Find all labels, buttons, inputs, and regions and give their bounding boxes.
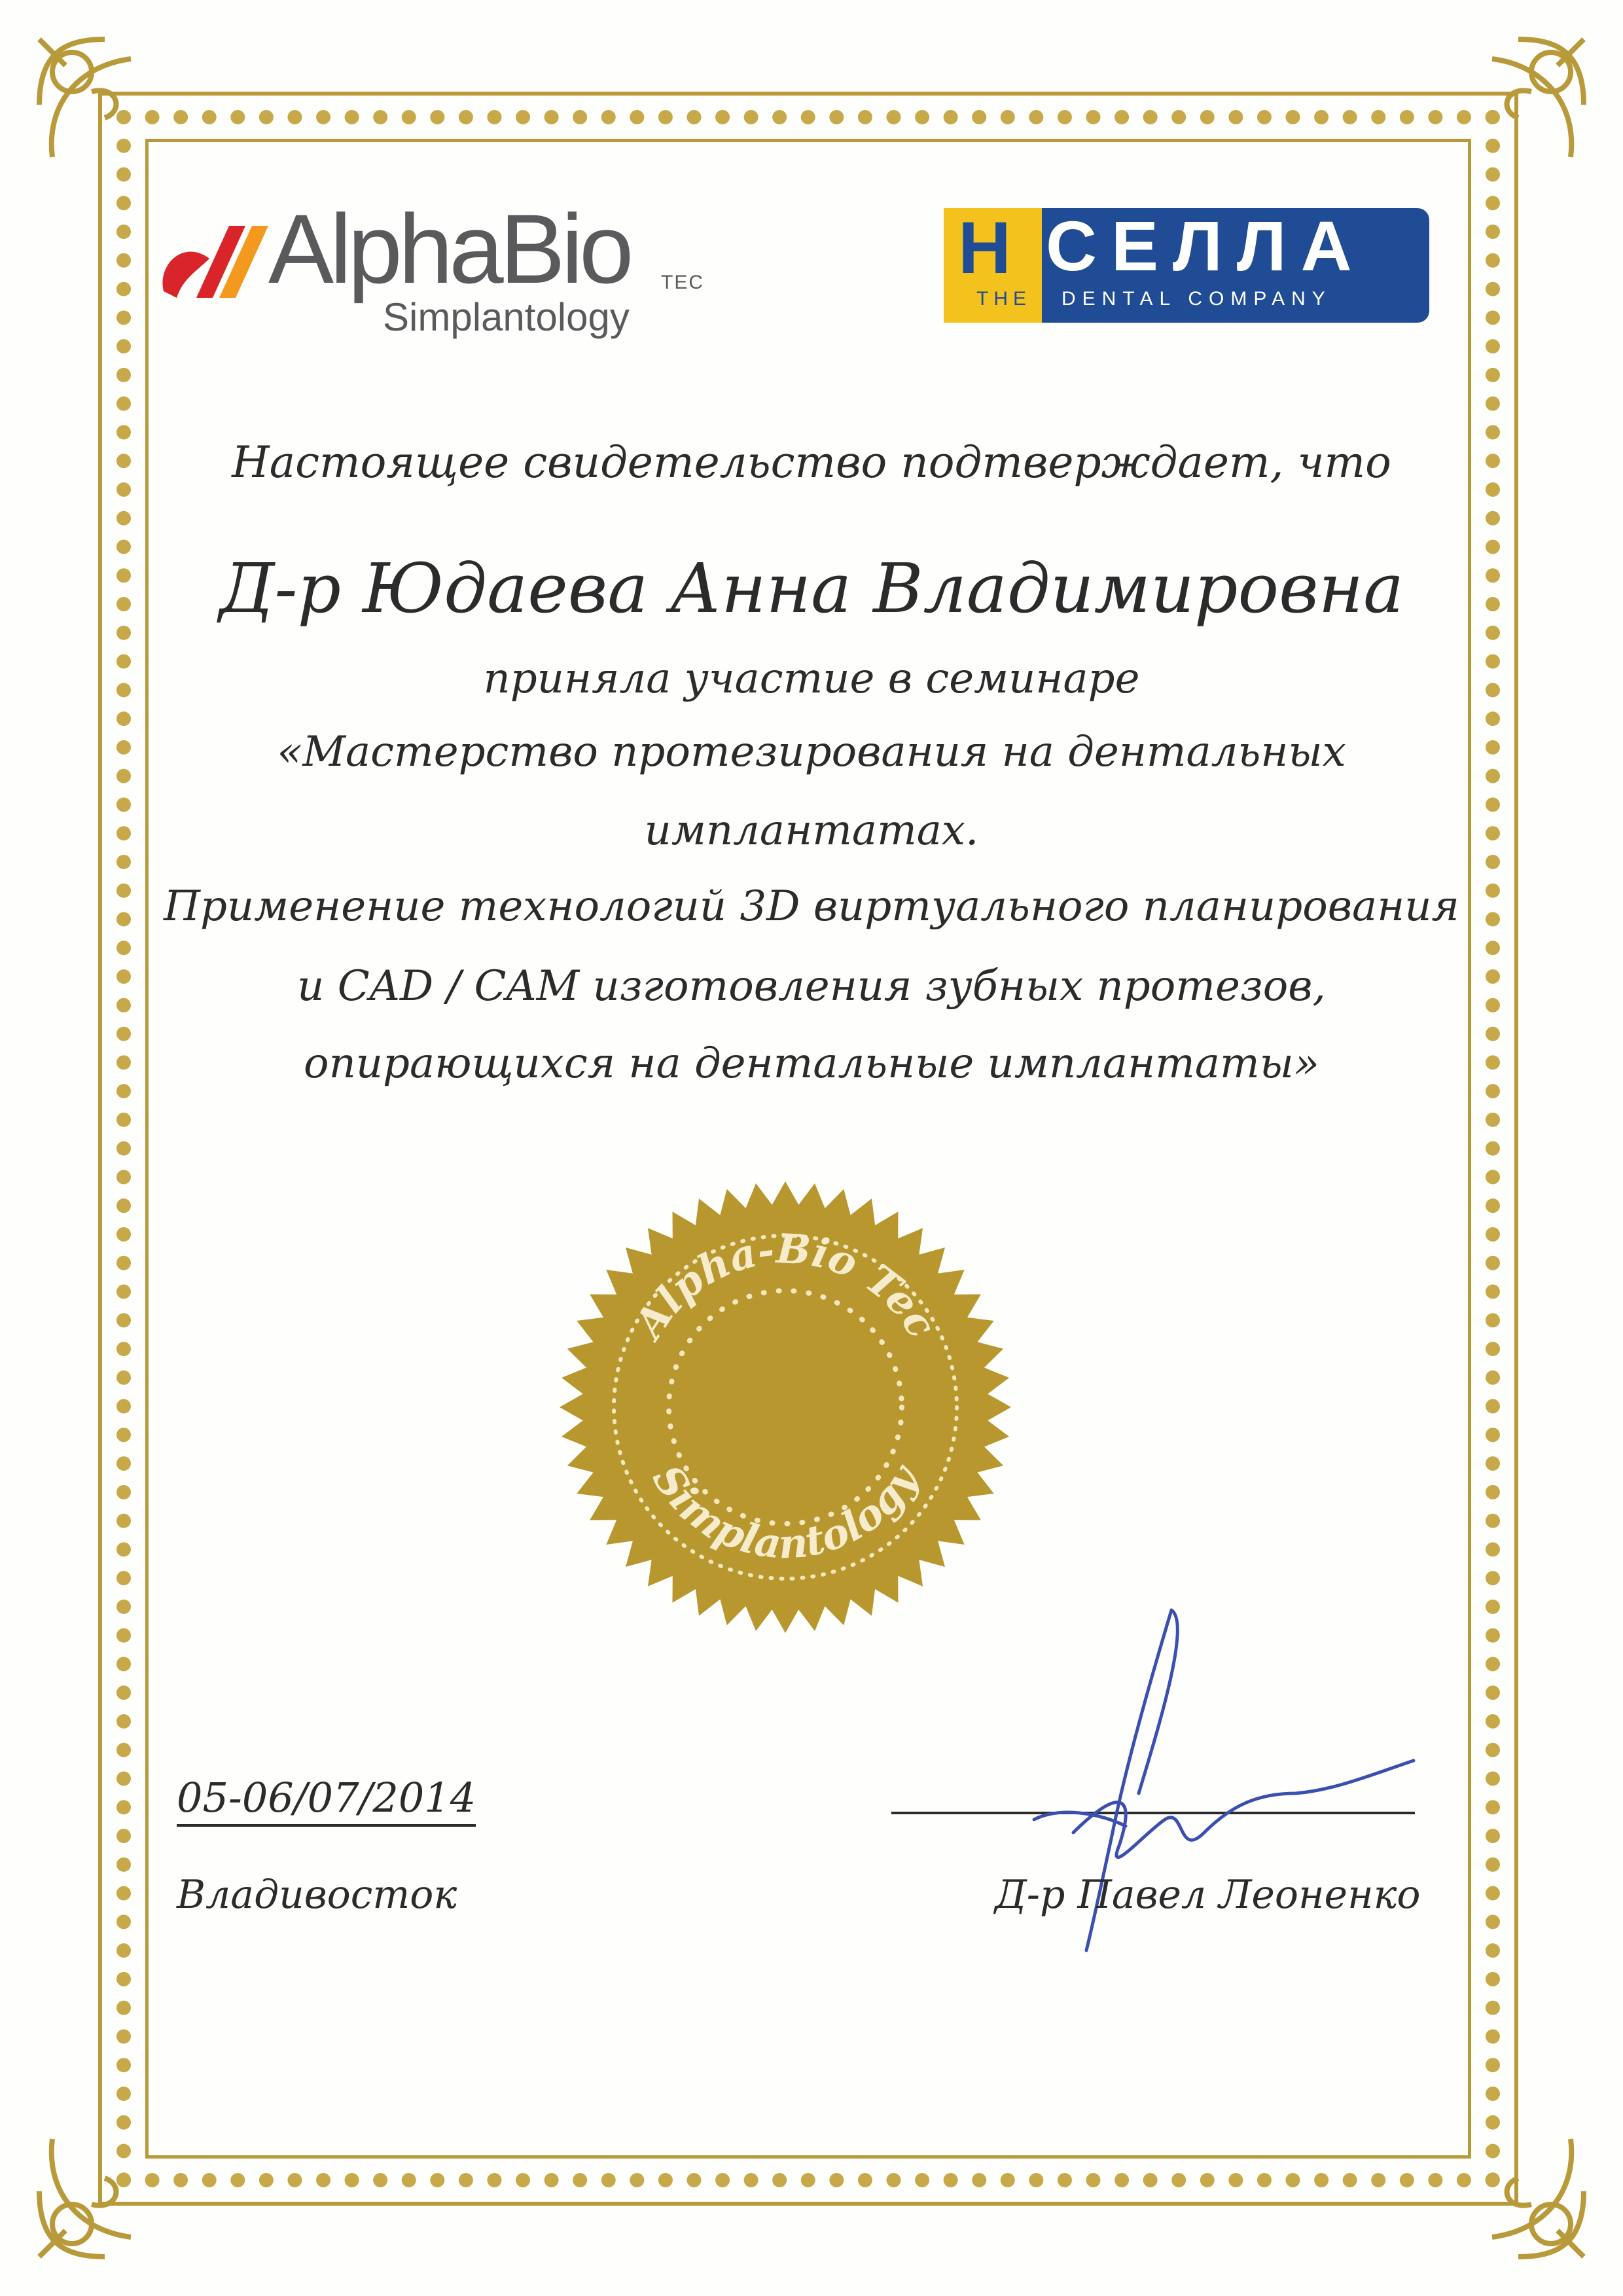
alphabio-logo: [157, 194, 704, 350]
corner-ornament-icon: [1446, 26, 1597, 177]
seminar-title-line: и CAD / CAM изготовления зубных протезов,: [297, 962, 1326, 1011]
alphabio-wordmark: AlphaBio: [268, 194, 630, 304]
seminar-title-line: опирающихся на дентальные имплантаты»: [304, 1039, 1319, 1088]
corner-ornament-icon: [26, 2119, 177, 2270]
cella-mark: H: [958, 207, 1011, 289]
certificate-intro: Настоящее свидетельство подтверждает, что: [232, 437, 1391, 488]
event-date: 05-06/07/2014: [177, 1774, 476, 1827]
corner-ornament-icon: [1446, 2119, 1597, 2270]
seminar-title-line: Применение технологий 3D виртуального планирования: [164, 882, 1459, 931]
recipient-name: Д-р Юдаева Анна Владимировна: [219, 548, 1404, 628]
cella-logo: [944, 208, 1429, 323]
cella-wordmark: СЕЛЛА: [1046, 206, 1366, 285]
seal-top-text: Alpha-Bio Tec: [625, 1225, 946, 1346]
cella-subtitle: DENTAL COMPANY: [1061, 288, 1332, 310]
corner-ornament-icon: [26, 26, 177, 177]
alphabio-swoosh-icon: [157, 213, 272, 304]
alphabio-tec: TEC: [661, 272, 704, 293]
seminar-title-line: «Мастерство протезирования на дентальных: [277, 728, 1346, 776]
cella-mark-box: [944, 208, 1042, 323]
cella-the: THE: [976, 288, 1031, 310]
event-city: Владивосток: [177, 1872, 457, 1918]
gold-seal-icon: [556, 1178, 1014, 1636]
seminar-title-line: имплантатах.: [644, 806, 979, 855]
alphabio-tagline: Simplantology: [383, 295, 630, 339]
seal-bottom-text: Simplantology: [643, 1456, 928, 1568]
signer-name: Д-р Павел Леоненко: [995, 1872, 1421, 1918]
participation-text: приняла участие в семинаре: [483, 655, 1140, 703]
